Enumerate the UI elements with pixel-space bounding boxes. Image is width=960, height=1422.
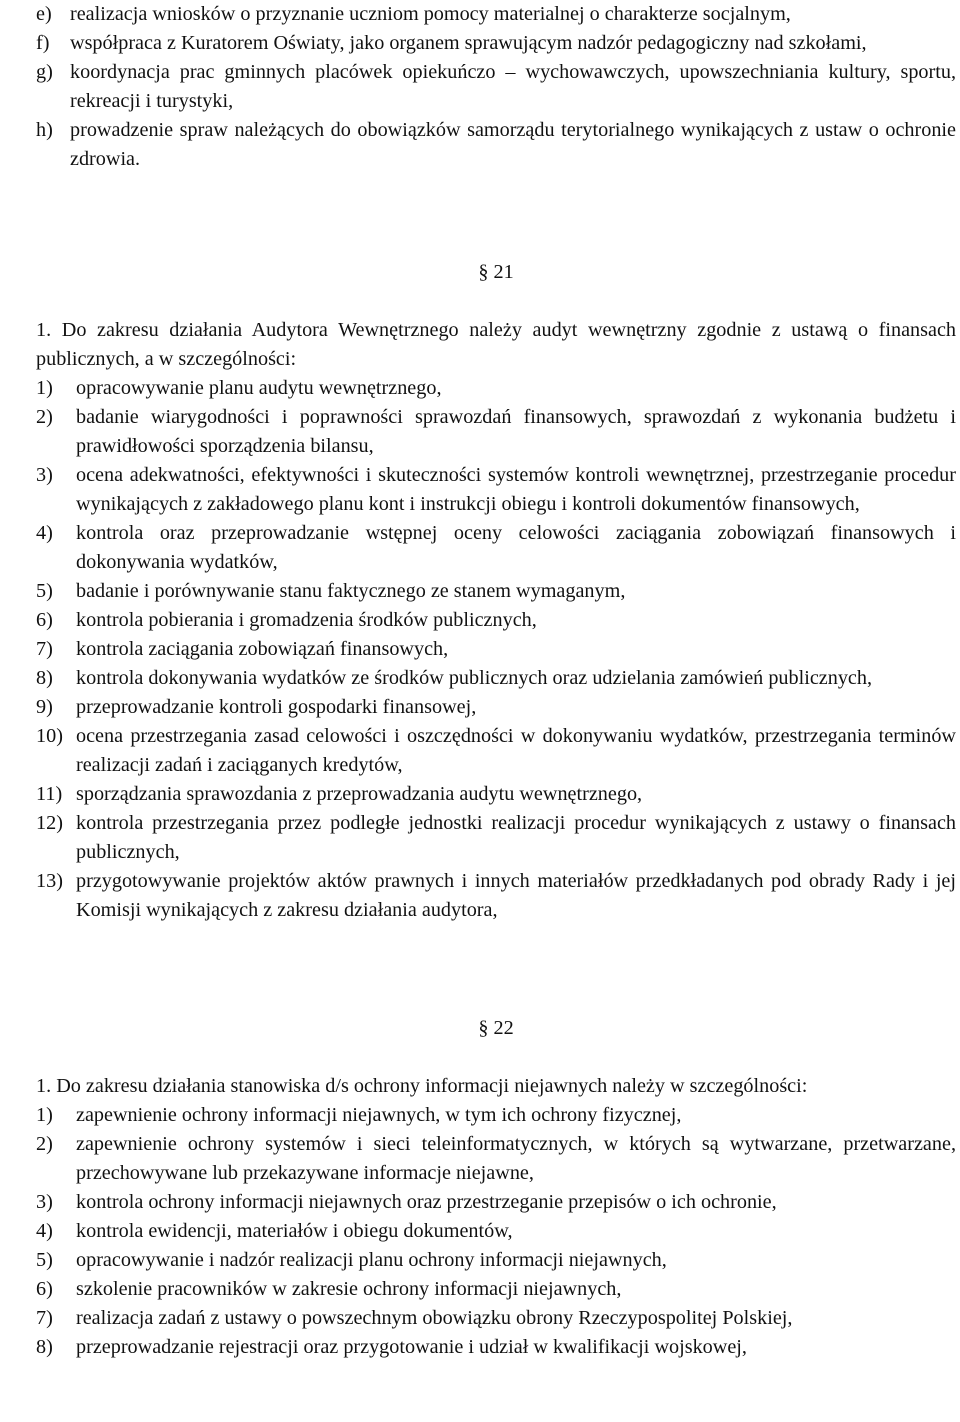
list-item-number: 5): [36, 1249, 53, 1271]
list-item: [36, 1333, 956, 1362]
list-item-number: 9): [36, 696, 53, 718]
list-item-text: sporządzania sprawozdania z przeprowadzania audytu wewnętrznego,: [76, 783, 643, 805]
list-item-text: szkolenie pracowników w zakresie ochrony informacji niejawnych,: [76, 1278, 622, 1300]
list-item-text: kontrola zaciągania zobowiązań finansowych,: [76, 638, 449, 660]
list-item: [36, 693, 956, 722]
list-item: [36, 1130, 956, 1188]
list-item: [36, 867, 956, 925]
list-item-number: 2): [36, 406, 53, 428]
list-item-number: 1): [36, 377, 53, 399]
list-item-text: przeprowadzanie rejestracji oraz przygotowanie i udział w kwalifikacji wojskowej,: [76, 1336, 747, 1358]
list-item: [36, 635, 956, 664]
list-item-number: f): [36, 32, 50, 54]
list-item-number: 3): [36, 1191, 53, 1213]
list-item: [36, 58, 956, 116]
list-item-number: 7): [36, 638, 53, 660]
list-item-number: 8): [36, 1336, 53, 1358]
list-item-text: realizacja wniosków o przyznanie uczniom pomocy materialnej o charakterze socjalnym,: [70, 3, 791, 25]
list-item: [36, 403, 956, 461]
list-item-number: 12): [36, 812, 63, 834]
list-item: [36, 1217, 956, 1246]
list-item-number: 4): [36, 522, 53, 544]
section-paragraph: 1. Do zakresu działania stanowiska d/s ochrony informacji niejawnych należy w szczególności:: [36, 1075, 808, 1097]
list-item-number: 10): [36, 725, 63, 747]
list-item: [36, 664, 956, 693]
section-paragraph: 1. Do zakresu działania Audytora Wewnętrznego należy audyt wewnętrzny zgodnie z ustawą o finansach publicznych, a w szczególności:: [36, 319, 956, 370]
list-item-number: 3): [36, 464, 53, 486]
list-item: [36, 577, 956, 606]
list-item-number: 11): [36, 783, 63, 805]
list-item-text: kontrola dokonywania wydatków ze środków publicznych oraz udzielania zamówień publicznych,: [76, 667, 873, 689]
list-item-text: zapewnienie ochrony systemów i sieci teleinformatycznych, w których są wytwarzane, przetwarzane, przechowywane lub przekazywane informacje niejawne,: [76, 1133, 956, 1184]
list-item: [36, 519, 956, 577]
section-20-list: [36, 0, 956, 174]
list-item-text: kontrola ewidencji, materiałów i obiegu dokumentów,: [76, 1220, 513, 1242]
list-item-number: 6): [36, 609, 53, 631]
list-item-text: prowadzenie spraw należących do obowiązków samorządu terytorialnego wynikających z ustaw o ochronie zdrowia.: [70, 119, 956, 170]
list-item-number: 7): [36, 1307, 53, 1329]
list-item-text: opracowywanie i nadzór realizacji planu ochrony informacji niejawnych,: [76, 1249, 667, 1271]
list-item-text: kontrola ochrony informacji niejawnych oraz przestrzeganie przepisów o ich ochronie,: [76, 1191, 777, 1213]
list-item-number: 13): [36, 870, 63, 892]
section-heading: § 22: [478, 1017, 514, 1039]
list-item-text: badanie wiarygodności i poprawności sprawozdań finansowych, sprawozdań z wykonania budżetu i prawidłowości sporządzenia bilansu,: [76, 406, 956, 457]
list-item: [36, 1101, 956, 1130]
list-item: [36, 606, 956, 635]
list-item-text: przygotowywanie projektów aktów prawnych i innych materiałów przedkładanych pod obrady Rady i jej Komisji wynikających z zakresu działania audytora,: [76, 870, 956, 921]
list-item-number: 6): [36, 1278, 53, 1300]
section-21-body: [36, 316, 956, 925]
list-item-text: ocena przestrzegania zasad celowości i oszczędności w dokonywaniu wydatków, przestrzegania terminów realizacji zadań i zaciąganych kredytów,: [76, 725, 956, 776]
list-item-text: badanie i porównywanie stanu faktycznego ze stanem wymaganym,: [76, 580, 626, 602]
list-item: [36, 1304, 956, 1333]
list-item-text: przeprowadzanie kontroli gospodarki finansowej,: [76, 696, 477, 718]
list-item: [36, 374, 956, 403]
list-item: [36, 29, 956, 58]
list-item-text: ocena adekwatności, efektywności i skuteczności systemów kontroli wewnętrznej, przestrzeganie procedur wynikających z zakładowego planu kont i instrukcji obiegu i kontroli dokumentów finansowych,: [76, 464, 956, 515]
list-item-number: 4): [36, 1220, 53, 1242]
list-item-text: realizacja zadań z ustawy o powszechnym obowiązku obrony Rzeczypospolitej Polskiej,: [76, 1307, 793, 1329]
list-item: [36, 722, 956, 780]
list-item-number: 1): [36, 1104, 53, 1126]
list-item-text: kontrola przestrzegania przez podległe jednostki realizacji procedur wynikających z ustawy o finansach publicznych,: [76, 812, 956, 863]
list-item: [36, 780, 956, 809]
section-22: [36, 1014, 956, 1043]
list-item-text: kontrola oraz przeprowadzanie wstępnej oceny celowości zaciągania zobowiązań finansowych i dokonywania wydatków,: [76, 522, 956, 573]
list-item-number: 2): [36, 1133, 53, 1155]
section-heading: § 21: [478, 261, 514, 283]
list-item-text: opracowywanie planu audytu wewnętrznego,: [76, 377, 442, 399]
list-item-number: g): [36, 61, 53, 83]
list-item: [36, 0, 956, 29]
list-item-text: kontrola pobierania i gromadzenia środków publicznych,: [76, 609, 537, 631]
list-item-number: e): [36, 3, 52, 25]
list-item-number: h): [36, 119, 53, 141]
list-item: [36, 461, 956, 519]
list-item-text: zapewnienie ochrony informacji niejawnych, w tym ich ochrony fizycznej,: [76, 1104, 682, 1126]
list-item: [36, 1275, 956, 1304]
list-item: [36, 1246, 956, 1275]
list-item-text: współpraca z Kuratorem Oświaty, jako organem sprawującym nadzór pedagogiczny nad szkołami,: [70, 32, 867, 54]
list-item: [36, 1188, 956, 1217]
list-item-number: 8): [36, 667, 53, 689]
section-21: [36, 258, 956, 287]
list-item: [36, 809, 956, 867]
list-item-text: koordynacja prac gminnych placówek opiekuńczo – wychowawczych, upowszechniania kultury, sportu, rekreacji i turystyki,: [70, 61, 956, 112]
section-22-body: [36, 1072, 956, 1362]
list-item: [36, 116, 956, 174]
list-item-number: 5): [36, 580, 53, 602]
